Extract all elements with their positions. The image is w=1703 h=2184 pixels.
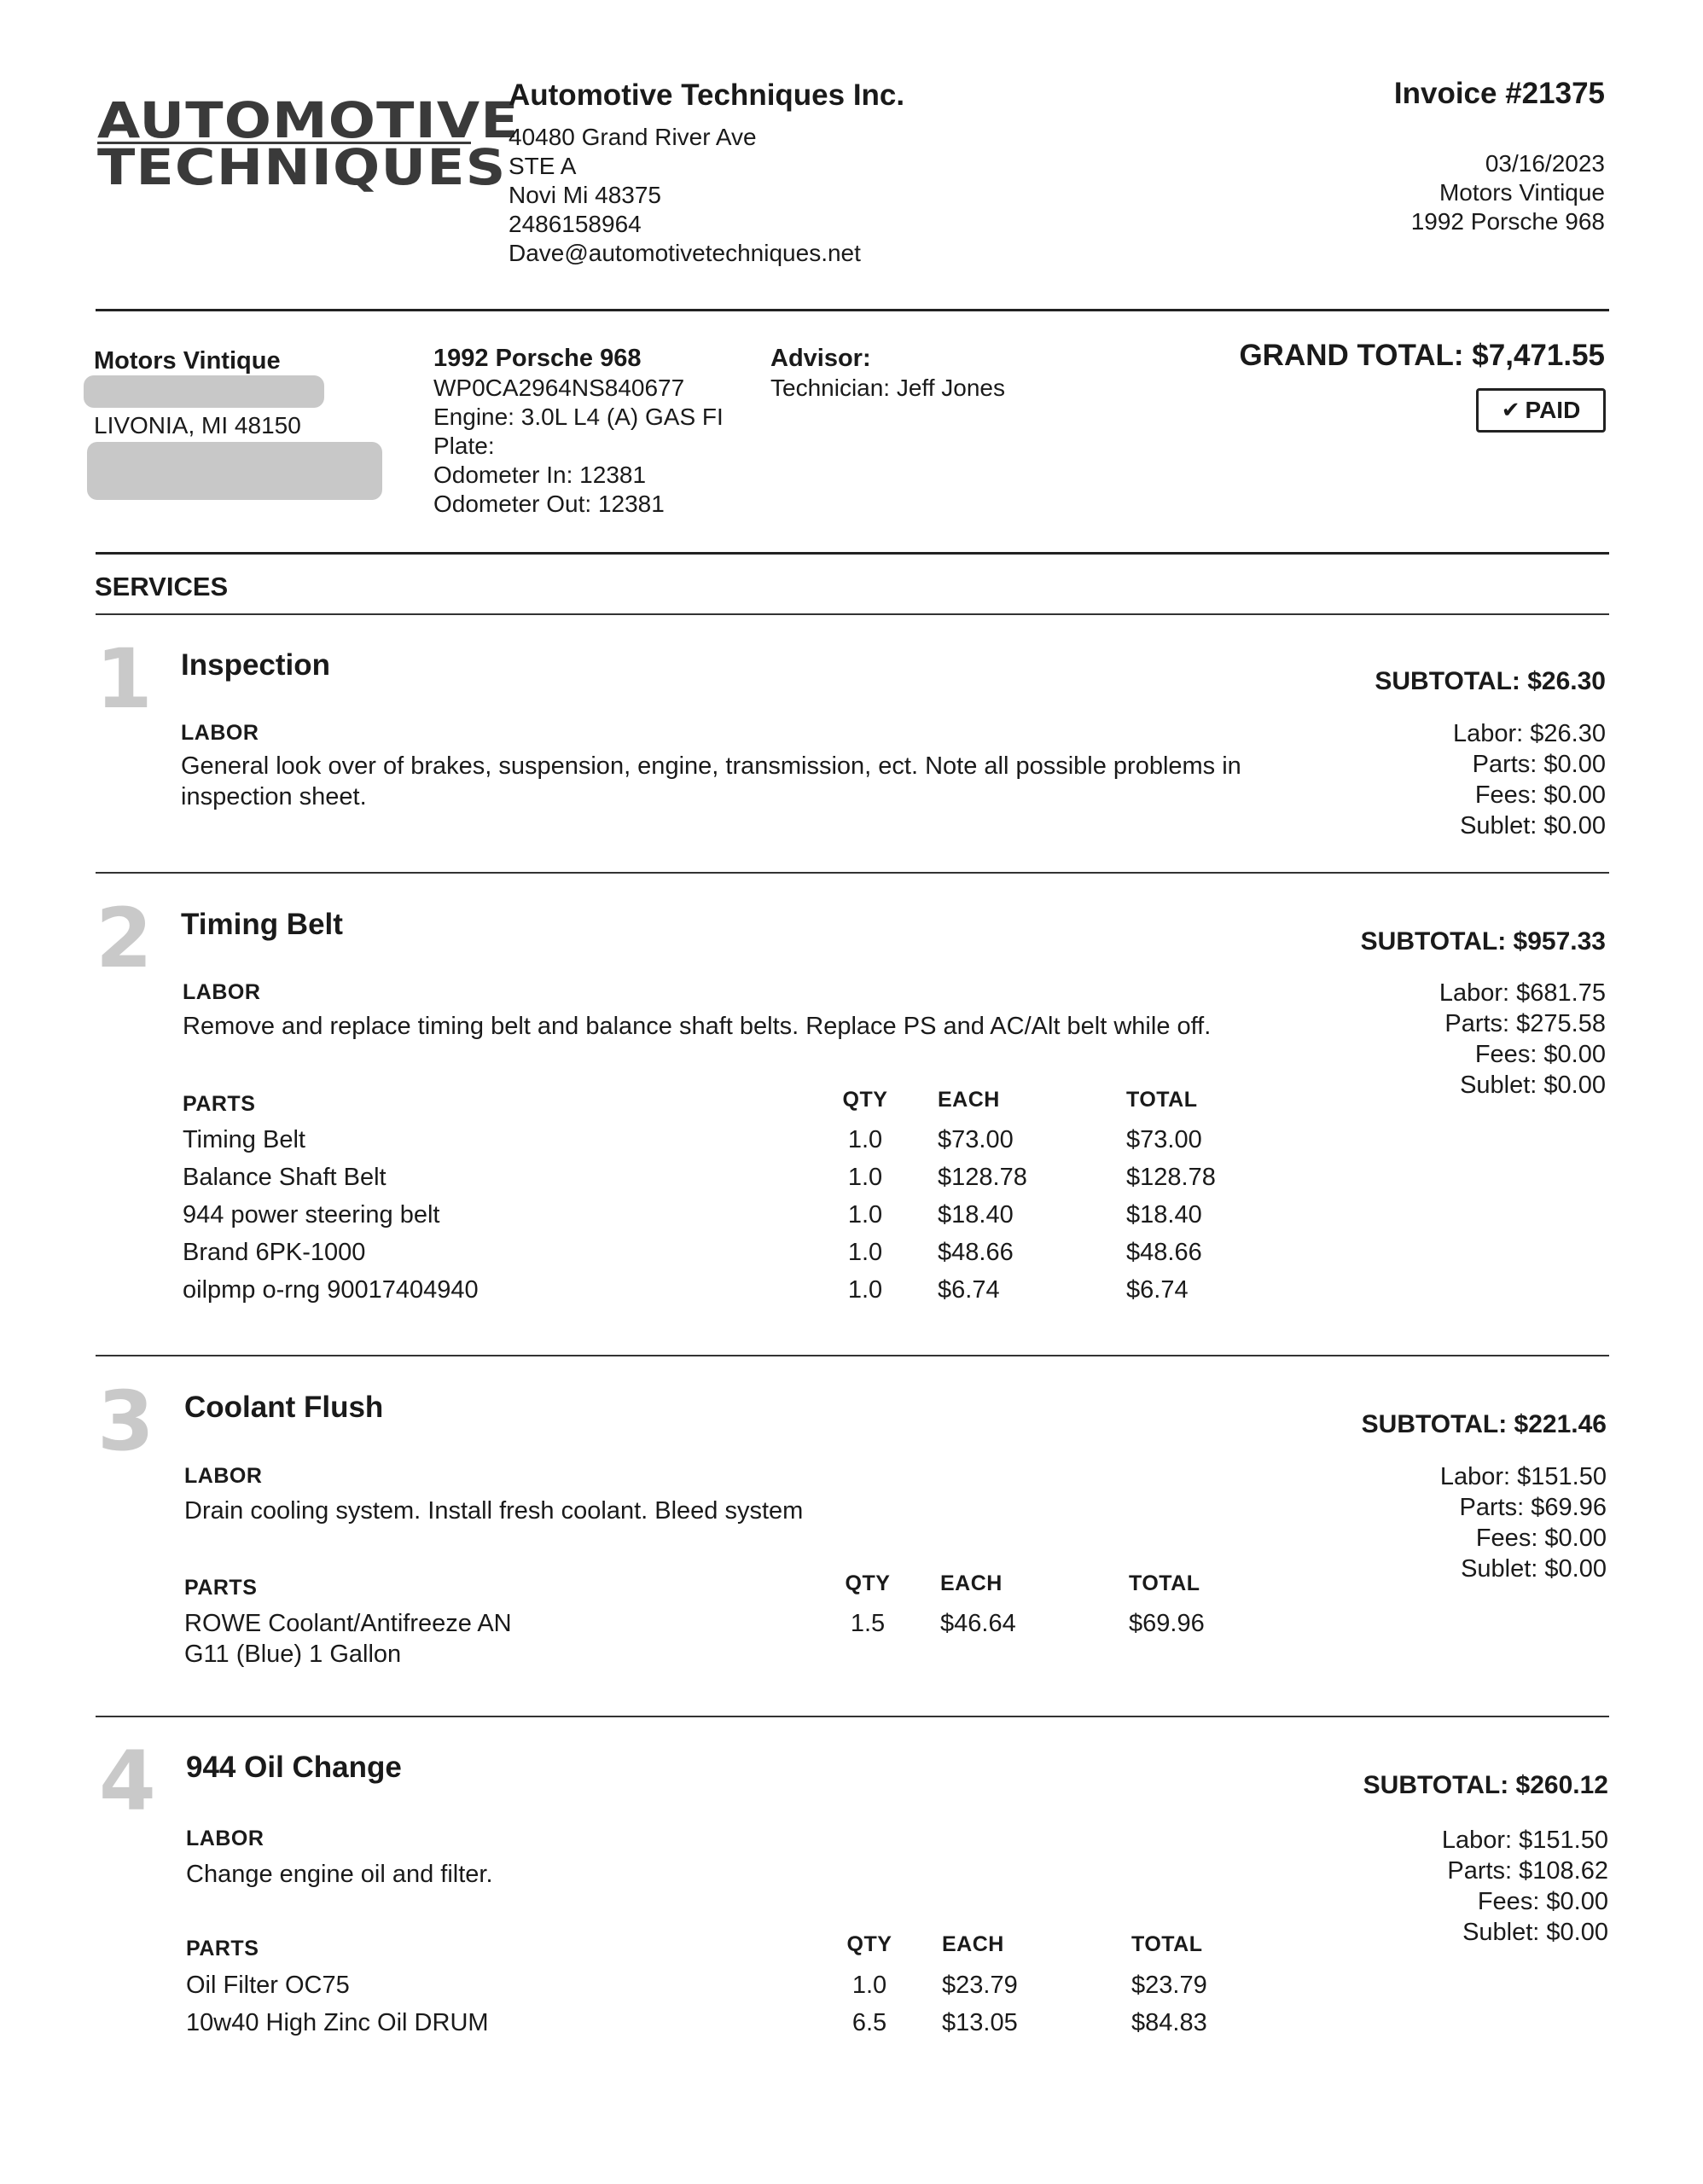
table-row <box>183 1162 1292 1199</box>
parts-heading: PARTS <box>184 1576 258 1600</box>
paid-status-badge <box>1476 388 1606 433</box>
cost-breakdown <box>1453 718 1606 841</box>
part-each: $128.78 <box>938 1164 1027 1191</box>
services-heading: SERVICES <box>95 572 229 601</box>
fees-cost: Fees: $0.00 <box>1474 781 1606 809</box>
header-divider <box>96 309 1609 311</box>
part-total: $23.79 <box>1131 1972 1207 1999</box>
company-logo <box>97 91 520 196</box>
company-address <box>509 123 861 268</box>
invoice-vehicle: 1992 Porsche 968 <box>1410 208 1605 235</box>
vehicle-plate: Plate: <box>433 433 495 459</box>
invoice-customer: Motors Vintique <box>1439 179 1605 206</box>
part-total: $128.78 <box>1126 1164 1216 1191</box>
part-qty: 1.0 <box>847 1201 883 1228</box>
redacted-address <box>84 375 324 408</box>
table-row <box>183 1275 1292 1312</box>
service-number-4: 4 <box>99 1734 156 1829</box>
part-name-line: G11 (Blue) 1 Gallon <box>184 1641 402 1668</box>
labor-heading: LABOR <box>184 1464 263 1488</box>
total-heading: TOTAL <box>1126 1088 1198 1112</box>
parts-heading: PARTS <box>183 1092 256 1116</box>
redacted-contact <box>87 442 382 500</box>
service-divider <box>96 1355 1609 1356</box>
labor-cost: Labor: $151.50 <box>1441 1827 1608 1854</box>
logo-line-2: TECHNIQUES <box>97 138 507 196</box>
address-street: 40480 Grand River Ave <box>509 124 757 150</box>
labor-description-line: inspection sheet. <box>181 783 367 810</box>
part-each: $46.64 <box>940 1610 1016 1637</box>
part-each: $18.40 <box>938 1201 1014 1228</box>
sublet-cost: Sublet: $0.00 <box>1462 1919 1608 1946</box>
address-suite: STE A <box>509 153 577 179</box>
part-qty: 6.5 <box>852 2009 887 2036</box>
customer-name: Motors Vintique <box>94 347 281 375</box>
customer-divider <box>96 552 1609 555</box>
company-phone: 2486158964 <box>509 211 642 237</box>
vehicle-info <box>433 343 724 519</box>
fees-cost: Fees: $0.00 <box>1477 1888 1608 1915</box>
service-divider <box>96 1716 1609 1717</box>
company-name: Automotive Techniques Inc. <box>509 78 905 112</box>
checkmark-icon: ✔ <box>1501 398 1520 423</box>
odometer-in: Odometer In: 12381 <box>433 462 647 488</box>
part-total: $84.83 <box>1131 2009 1207 2036</box>
part-qty: 1.0 <box>847 1126 883 1153</box>
service-title: Timing Belt <box>181 908 343 941</box>
sublet-cost: Sublet: $0.00 <box>1460 812 1606 839</box>
part-each: $23.79 <box>942 1972 1018 1999</box>
service-title: Coolant Flush <box>184 1391 384 1424</box>
advisor-info <box>770 343 1005 403</box>
part-name: oilpmp o-rng 90017404940 <box>183 1276 479 1304</box>
table-row <box>186 2007 1295 2045</box>
service-number-2: 2 <box>96 891 153 986</box>
advisor-label: Advisor: <box>770 345 871 372</box>
part-name: 10w40 High Zinc Oil DRUM <box>186 2009 489 2036</box>
invoice-date: 03/16/2023 <box>1485 150 1605 177</box>
vehicle-title: 1992 Porsche 968 <box>433 345 642 372</box>
labor-cost: Labor: $681.75 <box>1439 979 1606 1007</box>
qty-heading: QTY <box>842 1088 888 1112</box>
service-title: Inspection <box>181 648 331 682</box>
cost-breakdown <box>1442 1825 1608 1948</box>
service-subtotal: SUBTOTAL: $221.46 <box>1361 1410 1607 1438</box>
address-city: Novi Mi 48375 <box>509 182 661 208</box>
part-total: $6.74 <box>1126 1276 1189 1304</box>
part-qty: 1.0 <box>847 1164 883 1191</box>
part-name: Balance Shaft Belt <box>183 1164 387 1191</box>
part-name: Brand 6PK-1000 <box>183 1239 366 1266</box>
labor-cost: Labor: $151.50 <box>1439 1463 1607 1490</box>
vehicle-vin: WP0CA2964NS840677 <box>433 375 685 401</box>
labor-heading: LABOR <box>186 1827 264 1850</box>
each-heading: EACH <box>940 1571 1003 1595</box>
each-heading: EACH <box>942 1932 1004 1956</box>
table-row <box>183 1237 1292 1275</box>
grand-total: GRAND TOTAL: $7,471.55 <box>1239 339 1605 372</box>
labor-description: Change engine oil and filter. <box>186 1861 493 1888</box>
parts-cost: Parts: $108.62 <box>1447 1857 1608 1885</box>
part-each: $48.66 <box>938 1239 1014 1266</box>
service-number-1: 1 <box>96 631 153 727</box>
service-title: 944 Oil Change <box>186 1751 402 1784</box>
service-number-3: 3 <box>97 1374 154 1469</box>
part-name: 944 power steering belt <box>183 1201 440 1228</box>
table-row <box>183 1199 1292 1237</box>
labor-heading: LABOR <box>181 721 259 745</box>
technician-name: Technician: Jeff Jones <box>770 375 1005 401</box>
labor-description: Drain cooling system. Install fresh coolant. Bleed system <box>184 1497 804 1525</box>
part-total: $18.40 <box>1126 1201 1202 1228</box>
part-name: Oil Filter OC75 <box>186 1972 350 1999</box>
table-row <box>183 1124 1292 1162</box>
total-heading: TOTAL <box>1129 1571 1200 1595</box>
parts-cost: Parts: $69.96 <box>1459 1494 1607 1521</box>
parts-cost: Parts: $0.00 <box>1472 751 1606 778</box>
labor-description: Remove and replace timing belt and balance shaft belts. Replace PS and AC/Alt belt while off. <box>183 1013 1212 1040</box>
logo-line-1: AUTOMOTIVE <box>97 91 520 149</box>
labor-description <box>181 751 1241 812</box>
sublet-cost: Sublet: $0.00 <box>1461 1555 1607 1583</box>
part-each: $73.00 <box>938 1126 1014 1153</box>
service-subtotal: SUBTOTAL: $260.12 <box>1363 1771 1608 1799</box>
part-name <box>184 1608 512 1670</box>
parts-heading: PARTS <box>186 1937 259 1960</box>
service-subtotal: SUBTOTAL: $26.30 <box>1375 667 1606 695</box>
labor-description-line: General look over of brakes, suspension, engine, transmission, ect. Note all possible problems in <box>181 752 1241 780</box>
part-each: $6.74 <box>938 1276 1000 1304</box>
part-total: $69.96 <box>1129 1610 1205 1637</box>
vehicle-engine: Engine: 3.0L L4 (A) GAS FI <box>433 404 724 430</box>
cost-breakdown <box>1439 978 1606 1101</box>
qty-heading: QTY <box>846 1932 892 1956</box>
table-row <box>184 1608 1293 1676</box>
total-heading: TOTAL <box>1131 1932 1203 1956</box>
part-name: Timing Belt <box>183 1126 305 1153</box>
part-qty: 1.0 <box>847 1239 883 1266</box>
part-name-line: ROWE Coolant/Antifreeze AN <box>184 1610 512 1637</box>
company-email: Dave@automotivetechniques.net <box>509 240 861 266</box>
parts-table <box>186 1970 1295 2045</box>
cost-breakdown <box>1440 1461 1607 1584</box>
fees-cost: Fees: $0.00 <box>1475 1525 1607 1552</box>
part-total: $48.66 <box>1126 1239 1202 1266</box>
parts-table <box>184 1608 1293 1676</box>
qty-heading: QTY <box>845 1571 891 1595</box>
odometer-out: Odometer Out: 12381 <box>433 491 665 517</box>
service-subtotal: SUBTOTAL: $957.33 <box>1360 927 1606 956</box>
labor-heading: LABOR <box>183 980 261 1004</box>
labor-cost: Labor: $26.30 <box>1453 720 1606 747</box>
parts-table <box>183 1124 1292 1312</box>
part-total: $73.00 <box>1126 1126 1202 1153</box>
part-qty: 1.0 <box>852 1972 887 1999</box>
each-heading: EACH <box>938 1088 1000 1112</box>
table-row <box>186 1970 1295 2007</box>
fees-cost: Fees: $0.00 <box>1474 1041 1606 1068</box>
part-qty: 1.0 <box>847 1276 883 1304</box>
part-each: $13.05 <box>942 2009 1018 2036</box>
service-divider <box>96 872 1609 874</box>
services-heading-divider <box>96 613 1609 615</box>
customer-city: LIVONIA, MI 48150 <box>94 412 301 439</box>
invoice-meta <box>1411 149 1605 236</box>
part-qty: 1.5 <box>850 1610 886 1637</box>
parts-cost: Parts: $275.58 <box>1444 1010 1606 1037</box>
paid-label: PAID <box>1525 397 1581 423</box>
invoice-number: Invoice #21375 <box>1393 77 1605 110</box>
sublet-cost: Sublet: $0.00 <box>1460 1072 1606 1099</box>
